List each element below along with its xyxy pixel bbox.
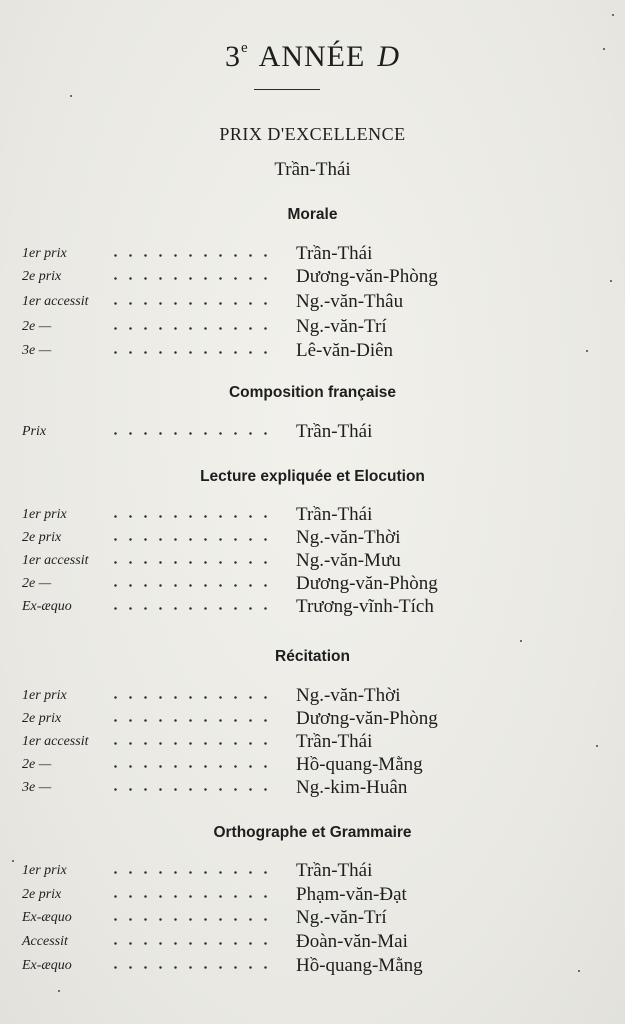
leader-dots — [108, 254, 268, 257]
prize-row — [0, 776, 625, 800]
prize-rank: 1er accessit — [22, 294, 89, 309]
scan-speck — [586, 350, 588, 352]
prize-rank: Prix — [22, 424, 47, 439]
prize-winner: Ng.-văn-Mưu — [296, 550, 401, 571]
prize-row — [0, 265, 625, 289]
prize-winner: Ng.-văn-Thời — [296, 527, 401, 548]
prize-rank: 2e — — [22, 757, 52, 772]
leader-dots — [108, 742, 268, 745]
leader-dots — [108, 561, 268, 564]
excellence-heading: PRIX D'EXCELLENCE — [219, 124, 406, 144]
prize-row — [0, 954, 625, 978]
leader-dots — [108, 895, 268, 898]
prize-rank: Ex-æquo — [22, 599, 72, 614]
leader-dots — [108, 765, 268, 768]
prize-rank: 2e prix — [22, 269, 62, 284]
prize-rank: 1er prix — [22, 688, 67, 703]
scan-speck — [12, 860, 14, 862]
scan-speck — [70, 95, 72, 97]
scan-speck — [596, 745, 598, 747]
prize-rank: Ex-æquo — [22, 958, 72, 973]
excellence-winner: Trần-Thái — [274, 159, 351, 180]
scan-speck — [58, 990, 60, 992]
scan-speck — [610, 280, 612, 282]
prize-row — [0, 859, 625, 883]
prize-winner: Trần-Thái — [296, 421, 373, 442]
prize-winner: Trần-Thái — [296, 731, 373, 752]
leader-dots — [108, 584, 268, 587]
prize-winner: Ng.-kim-Huân — [296, 777, 408, 798]
leader-dots — [108, 302, 268, 305]
leader-dots — [108, 607, 268, 610]
prize-winner: Hồ-quang-Mằng — [296, 955, 423, 976]
prize-winner: Ng.-văn-Thâu — [296, 291, 404, 312]
prize-winner: Lê-văn-Diên — [296, 340, 394, 361]
prize-rank: Accessit — [22, 934, 68, 949]
scan-speck — [612, 14, 614, 16]
prize-row — [0, 290, 625, 314]
prize-row — [0, 526, 625, 550]
prize-winner: Dương-văn-Phòng — [296, 266, 438, 287]
prize-winner: Phạm-văn-Đạt — [296, 884, 407, 905]
prize-rank: 1er prix — [22, 507, 67, 522]
prize-rank: 2e — — [22, 319, 52, 334]
scan-speck — [603, 48, 605, 50]
leader-dots — [108, 696, 268, 699]
prize-row — [0, 730, 625, 754]
scan-speck — [520, 640, 522, 642]
leader-dots — [108, 942, 268, 945]
leader-dots — [108, 515, 268, 518]
leader-dots — [108, 327, 268, 330]
title-number: 3 — [225, 40, 241, 73]
section-title-morale: Morale — [287, 206, 338, 223]
prize-rank: 2e — — [22, 576, 52, 591]
prize-winner: Ng.-văn-Trí — [296, 907, 387, 928]
prize-winner: Dương-văn-Phòng — [296, 708, 438, 729]
prize-winner: Ng.-văn-Trí — [296, 316, 387, 337]
prize-winner: Trần-Thái — [296, 243, 373, 264]
prize-winner: Ng.-văn-Thời — [296, 685, 401, 706]
prize-rank: Ex-æquo — [22, 910, 72, 925]
leader-dots — [108, 719, 268, 722]
prize-row — [0, 420, 625, 444]
leader-dots — [108, 918, 268, 921]
prize-winner: Dương-văn-Phòng — [296, 573, 438, 594]
title-word: ANNÉE — [258, 40, 366, 73]
leader-dots — [108, 277, 268, 280]
prize-winner: Hồ-quang-Mằng — [296, 754, 423, 775]
leader-dots — [108, 351, 268, 354]
section-title-lecture: Lecture expliquée et Elocution — [200, 468, 425, 485]
prize-winner: Trần-Thái — [296, 504, 373, 525]
leader-dots — [108, 871, 268, 874]
prize-row — [0, 572, 625, 596]
prize-winner: Trương-vĩnh-Tích — [296, 596, 434, 617]
section-title-recitation: Récitation — [275, 648, 350, 665]
scan-speck — [578, 970, 580, 972]
prize-rank: 1er accessit — [22, 734, 89, 749]
leader-dots — [108, 538, 268, 541]
prize-rank: 2e prix — [22, 711, 62, 726]
title-suffix: e — [241, 40, 249, 56]
prize-rank: 2e prix — [22, 887, 62, 902]
prize-row — [0, 595, 625, 619]
prize-row — [0, 906, 625, 930]
prize-rank: 3e — — [22, 780, 52, 795]
prize-row — [0, 242, 625, 266]
prize-row — [0, 707, 625, 731]
prize-winner: Đoàn-văn-Mai — [296, 931, 408, 952]
prize-rank: 1er accessit — [22, 553, 89, 568]
prize-winner: Trần-Thái — [296, 860, 373, 881]
leader-dots — [108, 432, 268, 435]
prize-rank: 1er prix — [22, 246, 67, 261]
title-letter: D — [377, 40, 400, 73]
prize-row — [0, 549, 625, 573]
prize-row — [0, 684, 625, 708]
prize-rank: 1er prix — [22, 863, 67, 878]
prize-row — [0, 930, 625, 954]
prize-row — [0, 883, 625, 907]
section-title-orthographe: Orthographe et Grammaire — [213, 824, 412, 841]
section-title-composition: Composition française — [228, 384, 397, 401]
prize-row — [0, 503, 625, 527]
leader-dots — [108, 966, 268, 969]
prize-rank: 2e prix — [22, 530, 62, 545]
page-title — [0, 40, 625, 74]
prize-row — [0, 315, 625, 339]
prize-rank: 3e — — [22, 343, 52, 358]
prize-row — [0, 753, 625, 777]
title-underline — [254, 89, 320, 90]
leader-dots — [108, 788, 268, 791]
prize-row — [0, 339, 625, 363]
